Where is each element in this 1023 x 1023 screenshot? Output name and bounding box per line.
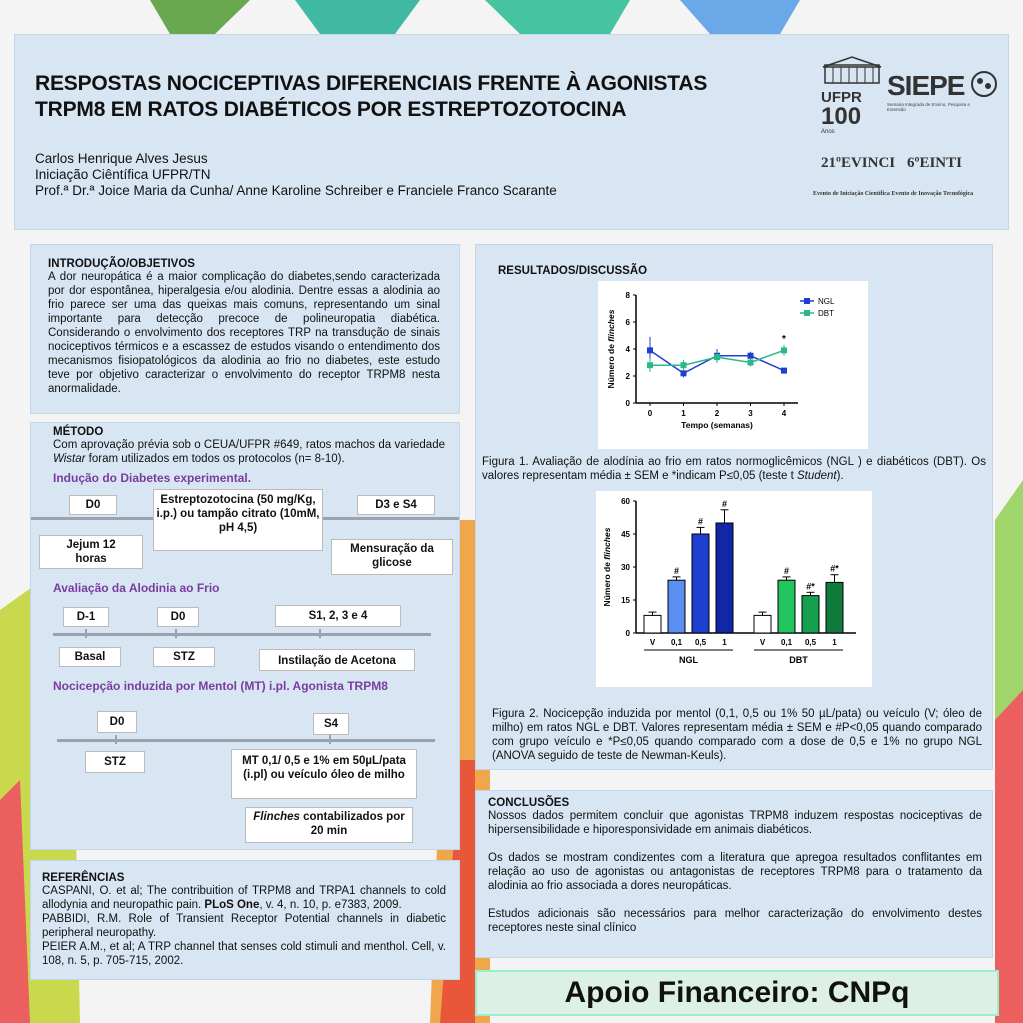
bar: [802, 596, 819, 633]
tick: [115, 735, 117, 744]
significance-label: #*: [806, 581, 815, 592]
bar: [668, 580, 685, 633]
data-point-ngl: [681, 370, 687, 376]
conclusions-panel: [475, 790, 993, 958]
author: Carlos Henrique Alves Jesus: [35, 151, 208, 166]
header-panel: [14, 34, 1009, 230]
significance-label: #*: [830, 563, 839, 574]
d3-s4-box: D3 e S4: [357, 495, 435, 515]
y-tick-label: 0: [625, 399, 630, 408]
method-text: Com aprovação prévia sob o CEUA/UFPR #649, ratos machos da variedade Wistar foram utilizados em todos os protocolos (n= 8-10).: [53, 439, 445, 465]
data-point-dbt: [714, 354, 720, 360]
group-label: DBT: [789, 655, 808, 665]
reference-3: PEIER A.M., et al; A TRP channel that senses cold stimuli and menthol. Cell, v. 108, n. 5, p. 705-715, 2002.: [42, 941, 446, 967]
results-heading: RESULTADOS/DISCUSSÃO: [498, 265, 648, 277]
significance-label: *: [782, 333, 786, 345]
figure-1-caption: Figura 1. Avaliação de alodínia ao frio em ratos normoglicêmicos (NGL ) e diabéticos (DBT). Os valores representam média ± SEM e *indicam P≤0,05 (teste t Student).: [482, 456, 986, 482]
references-panel: [30, 860, 460, 980]
tick: [329, 735, 331, 744]
figure-2-container: [596, 491, 872, 687]
siepe-subtitle: Semana Integrada de Ensino, Pesquisa e Extensão: [887, 102, 971, 112]
reference-2: PABBIDI, R.M. Role of Transient Receptor Potential channels in diabetic peripheral neuropathy.: [42, 913, 446, 939]
stz-box: STZ: [153, 647, 215, 667]
group-label: NGL: [679, 655, 698, 665]
conclusion-p3: Estudos adicionais são necessários para melhor caracterização do envolvimento destes receptores neste sinal clínico: [488, 908, 982, 934]
poster-title-line1: RESPOSTAS NOCICEPTIVAS DIFERENCIAIS FRENTE À AGONISTAS: [35, 72, 708, 95]
y-tick-label: 15: [621, 596, 630, 605]
fasting-box: Jejum 12 horas: [39, 535, 143, 569]
x-tick-label: 0,1: [780, 638, 793, 647]
advisors: Prof.ª Dr.ª Joice Maria da Cunha/ Anne Karoline Schreiber e Franciele Franco Scarante: [35, 183, 557, 198]
ufpr-logo: [821, 55, 883, 135]
significance-label: #: [783, 565, 790, 576]
method-panel: [30, 422, 460, 850]
tick: [85, 629, 87, 638]
results-panel: [475, 244, 993, 770]
siepe-emblem-icon: [969, 69, 999, 99]
significance-label: #: [697, 516, 704, 527]
bar: [778, 580, 795, 633]
streptozotocin-box: Estreptozotocina (50 mg/Kg, i.p.) ou tampão citrato (10mM, pH 4,5): [153, 489, 323, 551]
timeline-3: [57, 739, 435, 742]
y-tick-label: 4: [625, 345, 630, 354]
significance-label: #: [673, 565, 680, 576]
legend-label: DBT: [818, 309, 834, 318]
reference-1: CASPANI, O. et al; The contribuition of TRPM8 and TRPA1 channels to cold allodynia and neuropathic pain. PLoS One, v. 4, n. 10, p. e7383, 2009.: [42, 885, 446, 911]
bar: [754, 615, 771, 633]
intro-heading: INTRODUÇÃO/OBJETIVOS: [48, 258, 195, 270]
menthol-dose-box: MT 0,1/ 0,5 e 1% em 50µL/pata (i.pl) ou veículo óleo de milho: [231, 749, 417, 799]
einti-logo: 6ºEINTI: [907, 155, 962, 171]
evinci-logo: 21ºEVINCI: [821, 155, 896, 171]
program: Iniciação Ciêntífica UFPR/TN: [35, 167, 211, 182]
intro-panel: [30, 244, 460, 414]
figure-2-bar-chart: [596, 491, 872, 687]
y-tick-label: 30: [621, 563, 630, 572]
x-tick-label: 4: [781, 409, 787, 418]
x-tick-label: 2: [714, 409, 720, 418]
x-tick-label: 1: [722, 638, 727, 647]
y-tick-label: 2: [625, 372, 630, 381]
x-axis-label: Tempo (semanas): [681, 420, 753, 430]
data-point-ngl: [647, 347, 653, 353]
bar: [692, 534, 709, 633]
x-tick-label: V: [649, 638, 656, 647]
data-point-dbt: [681, 362, 687, 368]
siepe-logo: [887, 69, 999, 112]
conclusion-p1: Nossos dados permitem concluir que agonistas TRPM8 induzem respostas nociceptivas de hipersensibilidade e hiporesponsividade em animais diabéticos.: [488, 810, 982, 836]
basal-box: Basal: [59, 647, 121, 667]
section-diabetes-induction: Indução do Diabetes experimental.: [53, 471, 252, 485]
x-tick-label: 0: [647, 409, 653, 418]
ufpr-text: UFPR: [821, 89, 862, 106]
references-heading: REFERÊNCIAS: [42, 872, 125, 884]
x-tick-label: 0,1: [670, 638, 683, 647]
funding-banner: Apoio Financeiro: CNPq: [475, 970, 999, 1016]
y-axis-label: Número de flinches: [602, 527, 612, 607]
event-caption: Evento de Iniciação Científica Evento de Inovação Tecnológica: [813, 191, 974, 197]
bar: [826, 582, 843, 633]
y-tick-label: 8: [625, 291, 630, 300]
d0-box-2: D0: [157, 607, 199, 627]
y-tick-label: 60: [621, 497, 630, 506]
section-cold-allodynia: Avaliação da Alodinia ao Frio: [53, 581, 220, 595]
legend-label: NGL: [818, 297, 835, 306]
y-tick-label: 0: [625, 629, 630, 638]
timeline-2: [53, 633, 431, 636]
d0-box: D0: [69, 495, 117, 515]
flinches-count-box: Flinches contabilizados por 20 min: [245, 807, 413, 843]
glucose-measurement-box: Mensuração da glicose: [331, 539, 453, 575]
x-tick-label: 0,5: [694, 638, 707, 647]
data-point-dbt: [647, 362, 653, 368]
stz-box-2: STZ: [85, 751, 145, 773]
legend-marker: [804, 298, 810, 304]
tick: [175, 629, 177, 638]
ufpr-anos: Anos: [821, 129, 835, 135]
d0-box-3: D0: [97, 711, 137, 733]
data-point-ngl: [781, 368, 787, 374]
siepe-text: SIEPE: [887, 70, 965, 101]
x-tick-label: 1: [832, 638, 837, 647]
poster-title-line2: TRPM8 EM RATOS DIABÉTICOS POR ESTREPTOZOTOCINA: [35, 98, 627, 121]
bar: [716, 523, 733, 633]
data-point-ngl: [748, 353, 754, 359]
d-minus1-box: D-1: [63, 607, 109, 627]
x-tick-label: V: [759, 638, 766, 647]
x-tick-label: 1: [681, 409, 686, 418]
y-axis-label: Número de flinches: [606, 309, 616, 389]
legend-marker: [804, 310, 810, 316]
figure-1-container: [598, 281, 868, 449]
s4-box: S4: [313, 713, 349, 735]
acetone-box: Instilação de Acetona: [259, 649, 415, 671]
x-tick-label: 0,5: [804, 638, 817, 647]
ufpr-years: 100: [821, 103, 862, 130]
significance-label: #: [721, 498, 728, 509]
figure-2-caption: Figura 2. Nocicepção induzida por mentol (0,1, 0,5 ou 1% 50 µL/pata) ou veículo (V; óleo de milho) em ratos NGL e DBT. Valores representam média ± SEM e #P<0,05 quando comparado com grupo veículo e *P≤0,05 quando comparado com a dose de 0,5 e 1% no grupo NGL (ANOVA seguido de teste de Newman-Keuls).: [492, 708, 982, 762]
intro-text: A dor neuropática é a maior complicação do diabetes,sendo caracterizada por dor espontânea, hiperalgesia e/ou alodinia. Dentre essas a alodinia ao frio parece ser uma das queixas mais comuns, representando um sinal importante para detecção precoce de polineuropatia diabética. Considerando o envolvimento dos receptores TRP na transdução de sinais nociceptivos térmicos e a escassez de estudos visando o entendimento dos mecanismos fisiopatológicos da alodinia ao frio no diabetes, este estudo teve por objetivo caracterizar o envolvimento do receptor TRPM8 nesta anormalidade.: [48, 271, 440, 395]
bar: [644, 615, 661, 633]
conclusion-p2: Os dados se mostram condizentes com a literatura que apregoa resultados conflitantes em relação ao uso de agonistas ou antagonistas de receptores TRPM8 para o tratamento da alodinia ao frio associada a dores neuropáticas.: [488, 852, 982, 892]
data-point-dbt: [781, 347, 787, 353]
y-tick-label: 45: [621, 530, 630, 539]
figure-1-line-chart: [598, 281, 868, 449]
data-point-dbt: [748, 360, 754, 366]
tick: [319, 629, 321, 638]
section-menthol: Nocicepção induzida por Mentol (MT) i.pl. Agonista TRPM8: [53, 679, 388, 693]
s1-4-box: S1, 2, 3 e 4: [275, 605, 401, 627]
y-tick-label: 6: [625, 318, 630, 327]
method-heading: MÉTODO: [53, 426, 104, 438]
x-tick-label: 3: [748, 409, 753, 418]
conclusions-heading: CONCLUSÕES: [488, 797, 570, 809]
